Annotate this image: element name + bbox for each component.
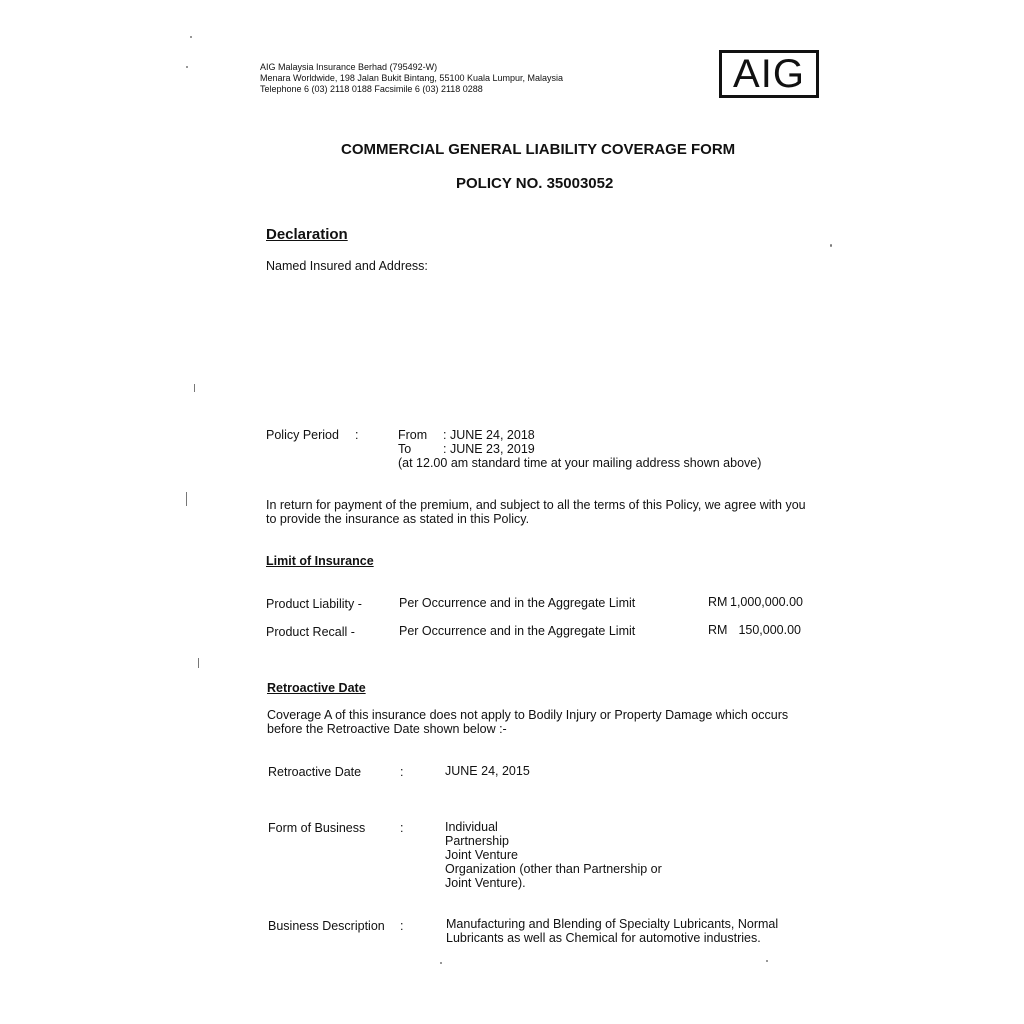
scan-speck	[190, 36, 192, 38]
scan-speck	[830, 244, 832, 247]
scan-speck	[198, 658, 199, 668]
retro-date-colon: :	[400, 765, 404, 779]
agreement-line-1: In return for payment of the premium, and subject to all the terms of this Policy, we agree with you	[266, 498, 806, 512]
retro-date-value: JUNE 24, 2015	[445, 764, 530, 778]
business-form-option: Partnership	[445, 834, 509, 848]
named-insured-label: Named Insured and Address:	[266, 259, 428, 273]
business-description-line-1: Manufacturing and Blending of Specialty Lubricants, Normal	[446, 917, 779, 931]
company-phone-line: Telephone 6 (03) 2118 0188 Facsimile 6 (03) 2118 0288	[260, 84, 483, 94]
policy-period-label: Policy Period	[266, 428, 339, 442]
business-description-label: Business Description	[268, 919, 385, 933]
limit-row-desc: Per Occurrence and in the Aggregate Limit	[399, 624, 636, 638]
retro-para-line-1: Coverage A of this insurance does not apply to Bodily Injury or Property Damage which occurs	[267, 708, 789, 722]
scan-speck	[440, 962, 442, 964]
business-description-colon: :	[400, 919, 404, 933]
business-form-option: Individual	[445, 820, 498, 834]
period-from-value: : JUNE 24, 2018	[443, 428, 535, 442]
retro-date-label: Retroactive Date	[268, 765, 362, 779]
limit-row-label: Product Liability -	[266, 597, 362, 611]
period-note: (at 12.00 am standard time at your mailing address shown above)	[398, 456, 762, 470]
company-name-line: AIG Malaysia Insurance Berhad (795492-W)	[260, 62, 438, 72]
policy-number: POLICY NO. 35003052	[456, 175, 614, 192]
period-to-label: To	[398, 442, 412, 456]
business-form-option: Organization (other than Partnership or	[445, 862, 662, 876]
limit-row-amount: 1,000,000.00	[730, 595, 803, 609]
limit-row-desc: Per Occurrence and in the Aggregate Limit	[399, 596, 636, 610]
period-from-label: From	[398, 428, 428, 442]
business-description-line-2: Lubricants as well as Chemical for automotive industries.	[446, 931, 761, 945]
retro-para-line-2: before the Retroactive Date shown below :-	[267, 722, 507, 736]
limit-row-currency: RM	[708, 595, 728, 609]
period-to-value: : JUNE 23, 2019	[443, 442, 535, 456]
form-title: COMMERCIAL GENERAL LIABILITY COVERAGE FORM	[341, 141, 736, 158]
scan-speck	[194, 384, 195, 392]
form-of-business-label: Form of Business	[268, 821, 366, 835]
retroactive-date-heading: Retroactive Date	[267, 681, 366, 695]
business-form-option: Joint Venture).	[445, 876, 526, 890]
scan-speck	[186, 66, 188, 68]
agreement-line-2: to provide the insurance as stated in this Policy.	[266, 512, 530, 526]
aig-logo: AIG	[719, 50, 819, 98]
limit-row-label: Product Recall -	[266, 625, 355, 639]
scan-speck	[766, 960, 768, 962]
limit-row-amount: 150,000.00	[738, 623, 801, 637]
form-of-business-colon: :	[400, 821, 404, 835]
declaration-heading: Declaration	[266, 226, 348, 243]
company-address-line: Menara Worldwide, 198 Jalan Bukit Bintang, 55100 Kuala Lumpur, Malaysia	[260, 73, 564, 83]
business-form-option: Joint Venture	[445, 848, 518, 862]
policy-period-colon: :	[355, 428, 359, 442]
scan-speck	[186, 492, 187, 506]
limit-row-currency: RM	[708, 623, 728, 637]
limit-of-insurance-heading: Limit of Insurance	[266, 554, 374, 568]
